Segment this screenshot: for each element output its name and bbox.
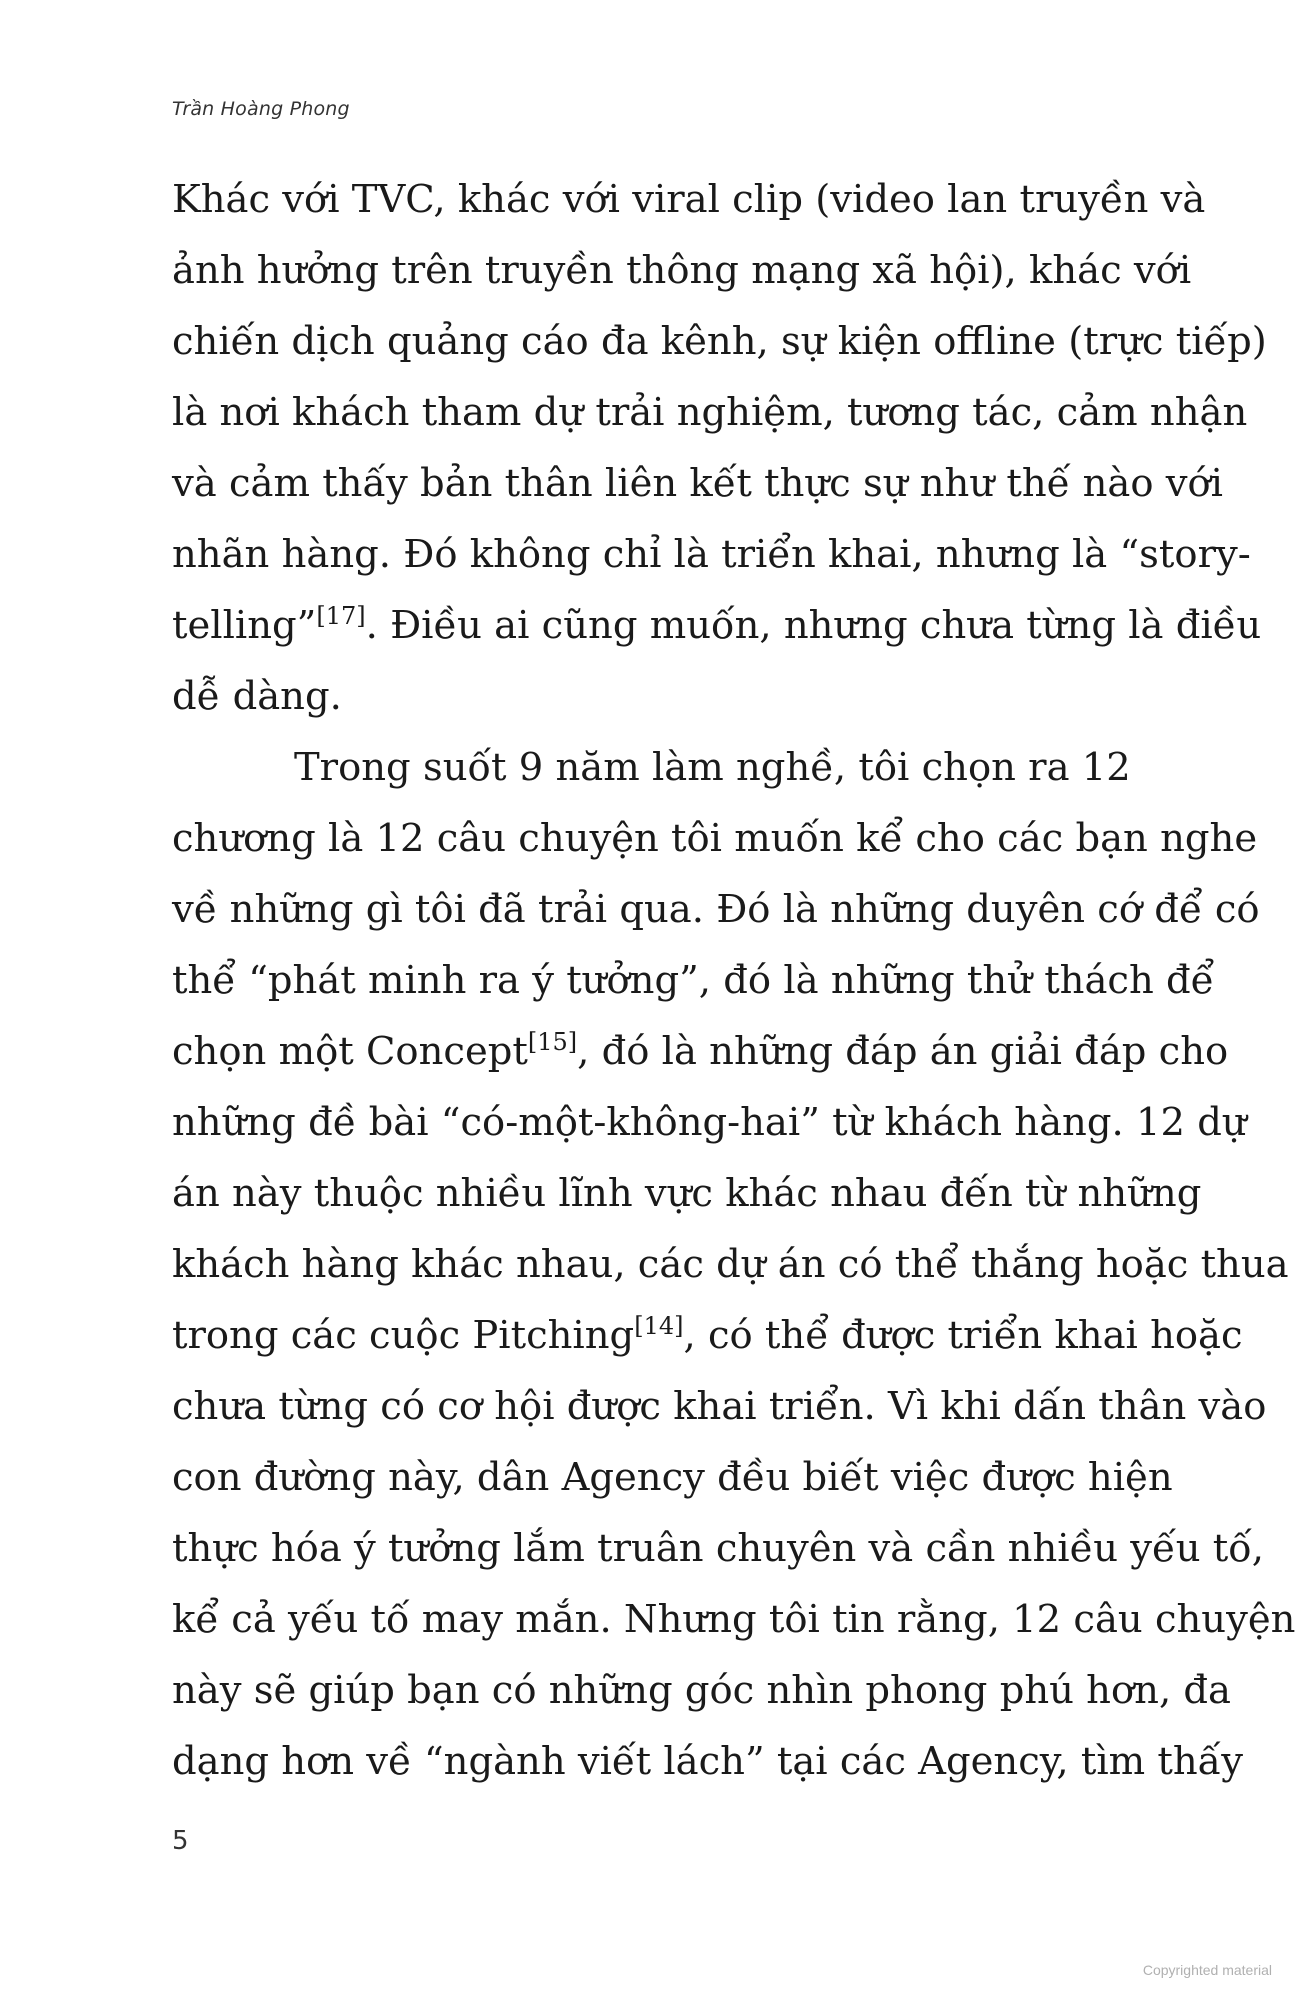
text-line: khách hàng khác nhau, các dự án có thể thắng hoặc thua <box>172 1242 1289 1287</box>
text-line: Khác với TVC, khác với viral clip (video lan truyền và <box>172 177 1206 222</box>
text-line: này sẽ giúp bạn có những góc nhìn phong phú hơn, đa <box>172 1668 1232 1713</box>
text-line: thực hóa ý tưởng lắm truân chuyên và cần nhiều yếu tố, <box>172 1526 1265 1571</box>
footnote-ref-17[interactable]: [17] <box>316 602 366 630</box>
text-line: án này thuộc nhiều lĩnh vực khác nhau đến từ những <box>172 1171 1202 1216</box>
text-line: chưa từng có cơ hội được khai triển. Vì khi dấn thân vào <box>172 1384 1267 1429</box>
text-line: dễ dàng. <box>172 674 342 719</box>
text-line: dạng hơn về “ngành viết lách” tại các Agency, tìm thấy <box>172 1739 1244 1784</box>
text-line <box>172 1016 1229 1087</box>
text-line: chiến dịch quảng cáo đa kênh, sự kiện offline (trực tiếp) <box>172 319 1267 364</box>
text-line: Trong suốt 9 năm làm nghề, tôi chọn ra 12 <box>294 745 1131 790</box>
text-line: là nơi khách tham dự trải nghiệm, tương tác, cảm nhận <box>172 390 1248 435</box>
text-line: và cảm thấy bản thân liên kết thực sự như thế nào với <box>172 461 1223 506</box>
text-line <box>172 590 1262 661</box>
text-line: chương là 12 câu chuyện tôi muốn kể cho các bạn nghe <box>172 816 1258 861</box>
page-number: 5 <box>172 1826 189 1856</box>
text-segment: . Điều ai cũng muốn, nhưng chưa từng là điều <box>365 603 1262 648</box>
text-segment: , có thể được triển khai hoặc <box>683 1313 1243 1358</box>
text-segment: chọn một Concept <box>172 1029 528 1074</box>
text-line <box>172 1300 1243 1371</box>
running-head-author: Trần Hoàng Phong <box>172 98 350 120</box>
copyright-notice: Copyrighted material <box>1142 1962 1272 1978</box>
text-segment: telling” <box>172 603 317 648</box>
text-segment: , đó là những đáp án giải đáp cho <box>577 1029 1229 1074</box>
text-line: ảnh hưởng trên truyền thông mạng xã hội), khác với <box>172 248 1192 293</box>
footnote-ref-15[interactable]: [15] <box>527 1028 578 1056</box>
text-line: về những gì tôi đã trải qua. Đó là những duyên cớ để có <box>172 887 1260 932</box>
text-segment: trong các cuộc Pitching <box>172 1313 635 1358</box>
text-line: kể cả yếu tố may mắn. Nhưng tôi tin rằng, 12 câu chuyện <box>172 1597 1295 1642</box>
text-line: thể “phát minh ra ý tưởng”, đó là những thử thách để <box>172 958 1215 1003</box>
body-text <box>172 164 1295 1797</box>
text-line: những đề bài “có-một-không-hai” từ khách hàng. 12 dự <box>172 1100 1247 1145</box>
text-line: nhãn hàng. Đó không chỉ là triển khai, nhưng là “story- <box>172 532 1251 577</box>
footnote-ref-14[interactable]: [14] <box>634 1312 684 1340</box>
text-line: con đường này, dân Agency đều biết việc được hiện <box>172 1455 1173 1500</box>
